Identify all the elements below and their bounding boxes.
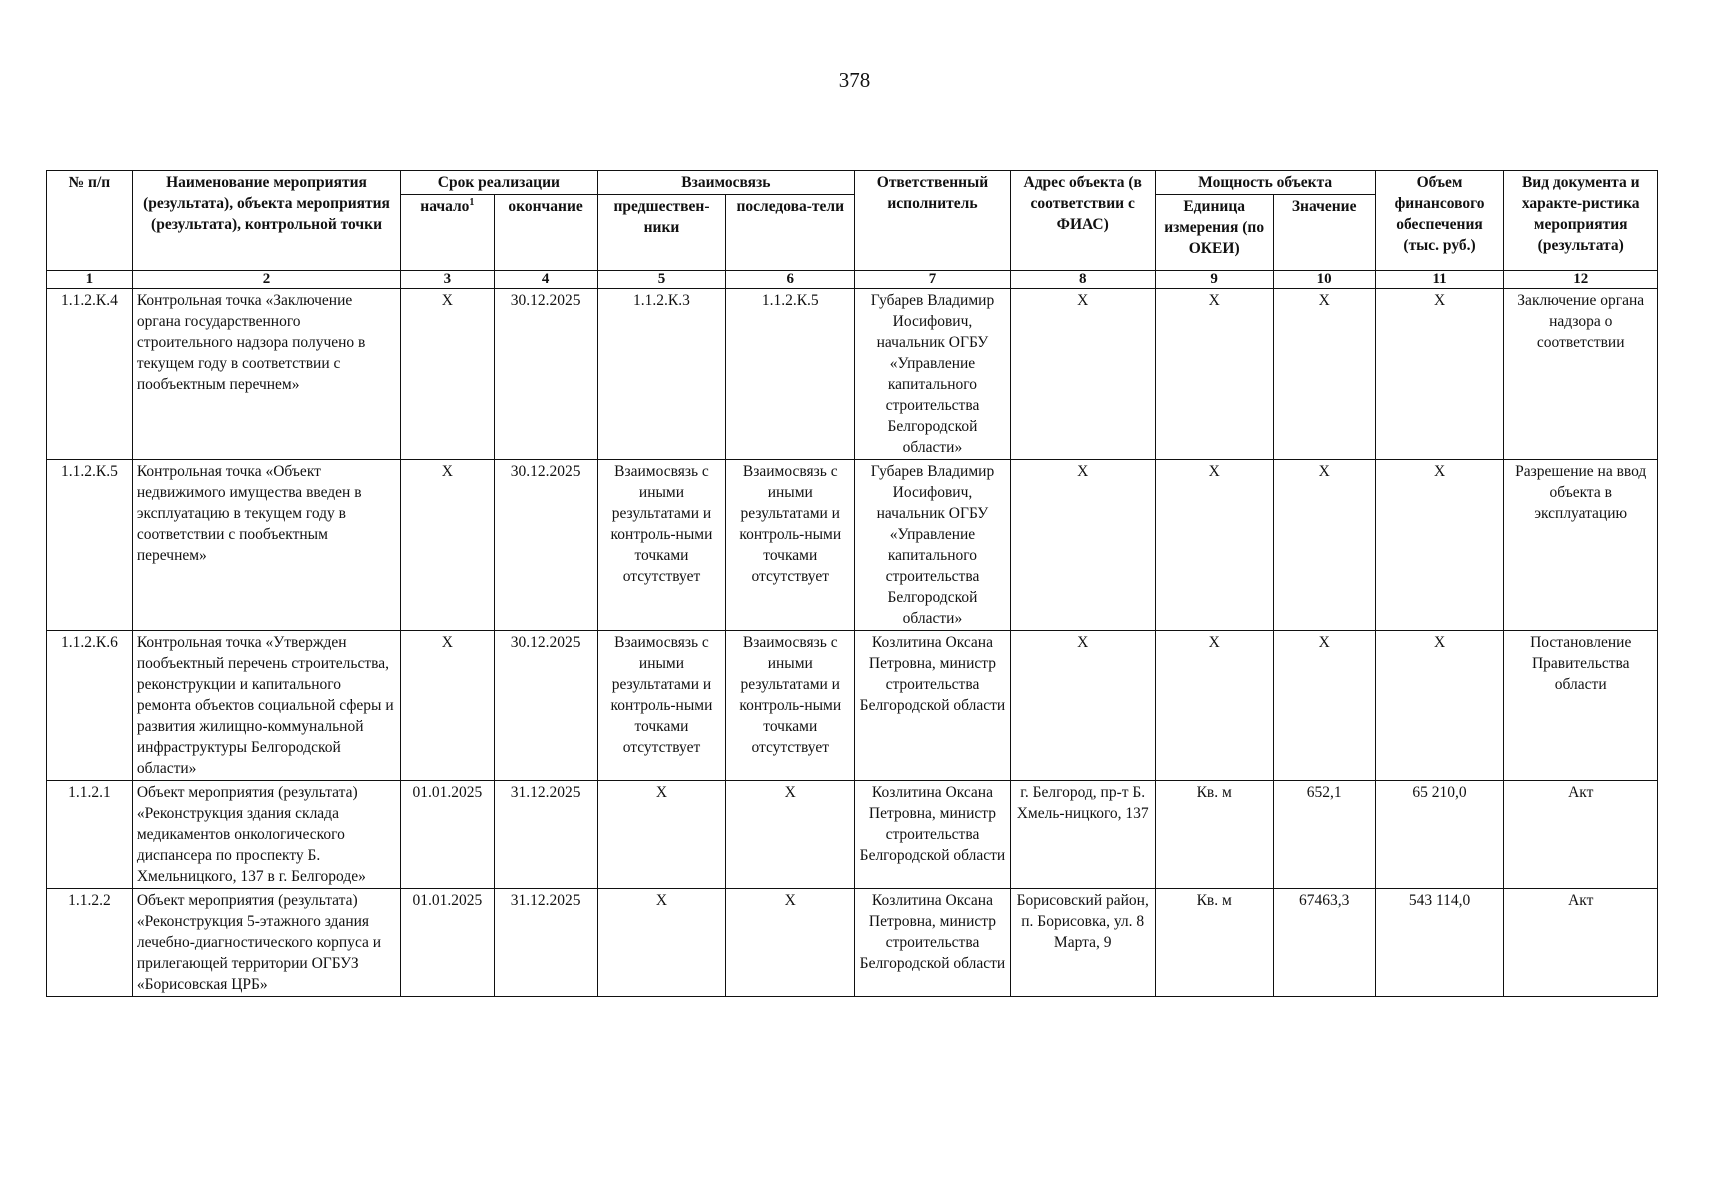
table-row: [47, 781, 1658, 889]
cell-value: X: [1273, 631, 1375, 781]
header-period: Срок реализации: [401, 171, 597, 195]
cell-address: X: [1010, 289, 1155, 460]
cell-funding: 65 210,0: [1375, 781, 1504, 889]
cell-start: X: [401, 460, 494, 631]
cell-funding: X: [1375, 631, 1504, 781]
cell-doc: Заключение органа надзора о соответствии: [1504, 289, 1658, 460]
header-relation: Взаимосвязь: [597, 171, 855, 195]
column-number: 8: [1010, 271, 1155, 289]
cell-responsible: Губарев Владимир Иосифович, начальник ОГБУ «Управление капитального строительства Белгородской области»: [855, 460, 1011, 631]
cell-num: 1.1.2.К.5: [47, 460, 133, 631]
header-name: Наименование мероприятия (результата), объекта мероприятия (результата), контрольной точки: [132, 171, 400, 271]
cell-num: 1.1.2.1: [47, 781, 133, 889]
column-number: 3: [401, 271, 494, 289]
column-number: 4: [494, 271, 597, 289]
cell-predecessors: X: [597, 781, 726, 889]
plan-table: [46, 170, 1658, 997]
column-number: 1: [47, 271, 133, 289]
table-row: [47, 289, 1658, 460]
footnote-mark: 1: [469, 196, 475, 208]
table-row: [47, 460, 1658, 631]
table-row: [47, 889, 1658, 997]
cell-end: 30.12.2025: [494, 289, 597, 460]
cell-name: Объект мероприятия (результата) «Реконструкция 5-этажного здания лечебно-диагностического корпуса и прилегающей территории ОГБУЗ «Борисовская ЦРБ»: [132, 889, 400, 997]
cell-end: 30.12.2025: [494, 460, 597, 631]
header-row-1: [47, 171, 1658, 195]
cell-doc: Акт: [1504, 889, 1658, 997]
cell-unit: X: [1155, 460, 1273, 631]
cell-predecessors: Взаимосвязь с иными результатами и контроль-ными точками отсутствует: [597, 631, 726, 781]
cell-num: 1.1.2.К.4: [47, 289, 133, 460]
column-number: 9: [1155, 271, 1273, 289]
cell-responsible: Козлитина Оксана Петровна, министр строительства Белгородской области: [855, 889, 1011, 997]
column-number: 7: [855, 271, 1011, 289]
header-responsible: Ответственный исполнитель: [855, 171, 1011, 271]
header-predecessors: предшествен-ники: [597, 195, 726, 271]
cell-end: 31.12.2025: [494, 781, 597, 889]
column-number: 12: [1504, 271, 1658, 289]
cell-name: Объект мероприятия (результата) «Реконструкция здания склада медикаментов онкологического диспансера по проспекту Б. Хмельницкого, 137 в г. Белгороде»: [132, 781, 400, 889]
cell-successors: X: [726, 889, 855, 997]
column-number: 2: [132, 271, 400, 289]
cell-num: 1.1.2.2: [47, 889, 133, 997]
column-number: 11: [1375, 271, 1504, 289]
cell-address: X: [1010, 460, 1155, 631]
header-value: Значение: [1273, 195, 1375, 271]
cell-predecessors: 1.1.2.К.3: [597, 289, 726, 460]
page-number: 378: [838, 68, 871, 92]
cell-predecessors: X: [597, 889, 726, 997]
cell-doc: Разрешение на ввод объекта в эксплуатацию: [1504, 460, 1658, 631]
cell-start: X: [401, 631, 494, 781]
cell-address: Борисовский район, п. Борисовка, ул. 8 Марта, 9: [1010, 889, 1155, 997]
cell-unit: X: [1155, 289, 1273, 460]
cell-name: Контрольная точка «Объект недвижимого имущества введен в эксплуатацию в текущем году в соответствии с пообъектным перечнем»: [132, 460, 400, 631]
header-address: Адрес объекта (в соответствии с ФИАС): [1010, 171, 1155, 271]
cell-successors: X: [726, 781, 855, 889]
cell-end: 31.12.2025: [494, 889, 597, 997]
cell-start: X: [401, 289, 494, 460]
cell-doc: Постановление Правительства области: [1504, 631, 1658, 781]
cell-address: X: [1010, 631, 1155, 781]
cell-responsible: Губарев Владимир Иосифович, начальник ОГБУ «Управление капитального строительства Белгородской области»: [855, 289, 1011, 460]
cell-start: 01.01.2025: [401, 889, 494, 997]
cell-value: 652,1: [1273, 781, 1375, 889]
cell-funding: 543 114,0: [1375, 889, 1504, 997]
cell-predecessors: Взаимосвязь с иными результатами и контроль-ными точками отсутствует: [597, 460, 726, 631]
header-start: начало$^1$: [401, 195, 494, 271]
cell-successors: Взаимосвязь с иными результатами и контроль-ными точками отсутствует: [726, 460, 855, 631]
cell-funding: X: [1375, 460, 1504, 631]
column-number: 5: [597, 271, 726, 289]
cell-end: 30.12.2025: [494, 631, 597, 781]
cell-doc: Акт: [1504, 781, 1658, 889]
cell-funding: X: [1375, 289, 1504, 460]
header-successors: последова-тели: [726, 195, 855, 271]
cell-value: X: [1273, 289, 1375, 460]
header-unit: Единица измерения (по ОКЕИ): [1155, 195, 1273, 271]
cell-address: г. Белгород, пр-т Б. Хмель-ницкого, 137: [1010, 781, 1155, 889]
cell-responsible: Козлитина Оксана Петровна, министр строительства Белгородской области: [855, 781, 1011, 889]
cell-name: Контрольная точка «Заключение органа государственного строительного надзора получено в текущем году в соответствии с пообъектным перечнем»: [132, 289, 400, 460]
cell-successors: 1.1.2.К.5: [726, 289, 855, 460]
cell-value: 67463,3: [1273, 889, 1375, 997]
table-row: [47, 631, 1658, 781]
cell-unit: Кв. м: [1155, 889, 1273, 997]
header-funding: Объем финансового обеспечения (тыс. руб.): [1375, 171, 1504, 271]
cell-responsible: Козлитина Оксана Петровна, министр строительства Белгородской области: [855, 631, 1011, 781]
column-number-row: [47, 271, 1658, 289]
header-num: № п/п: [47, 171, 133, 271]
header-capacity: Мощность объекта: [1155, 171, 1375, 195]
column-number: 10: [1273, 271, 1375, 289]
cell-start: 01.01.2025: [401, 781, 494, 889]
cell-unit: Кв. м: [1155, 781, 1273, 889]
cell-successors: Взаимосвязь с иными результатами и контроль-ными точками отсутствует: [726, 631, 855, 781]
header-end: окончание: [494, 195, 597, 271]
column-number: 6: [726, 271, 855, 289]
cell-name: Контрольная точка «Утвержден пообъектный перечень строительства, реконструкции и капитального ремонта объектов социальной сферы и развития жилищно-коммунальной инфраструктуры Белгородской области»: [132, 631, 400, 781]
cell-value: X: [1273, 460, 1375, 631]
header-doc: Вид документа и характе-ристика мероприятия (результата): [1504, 171, 1658, 271]
cell-unit: X: [1155, 631, 1273, 781]
cell-num: 1.1.2.К.6: [47, 631, 133, 781]
